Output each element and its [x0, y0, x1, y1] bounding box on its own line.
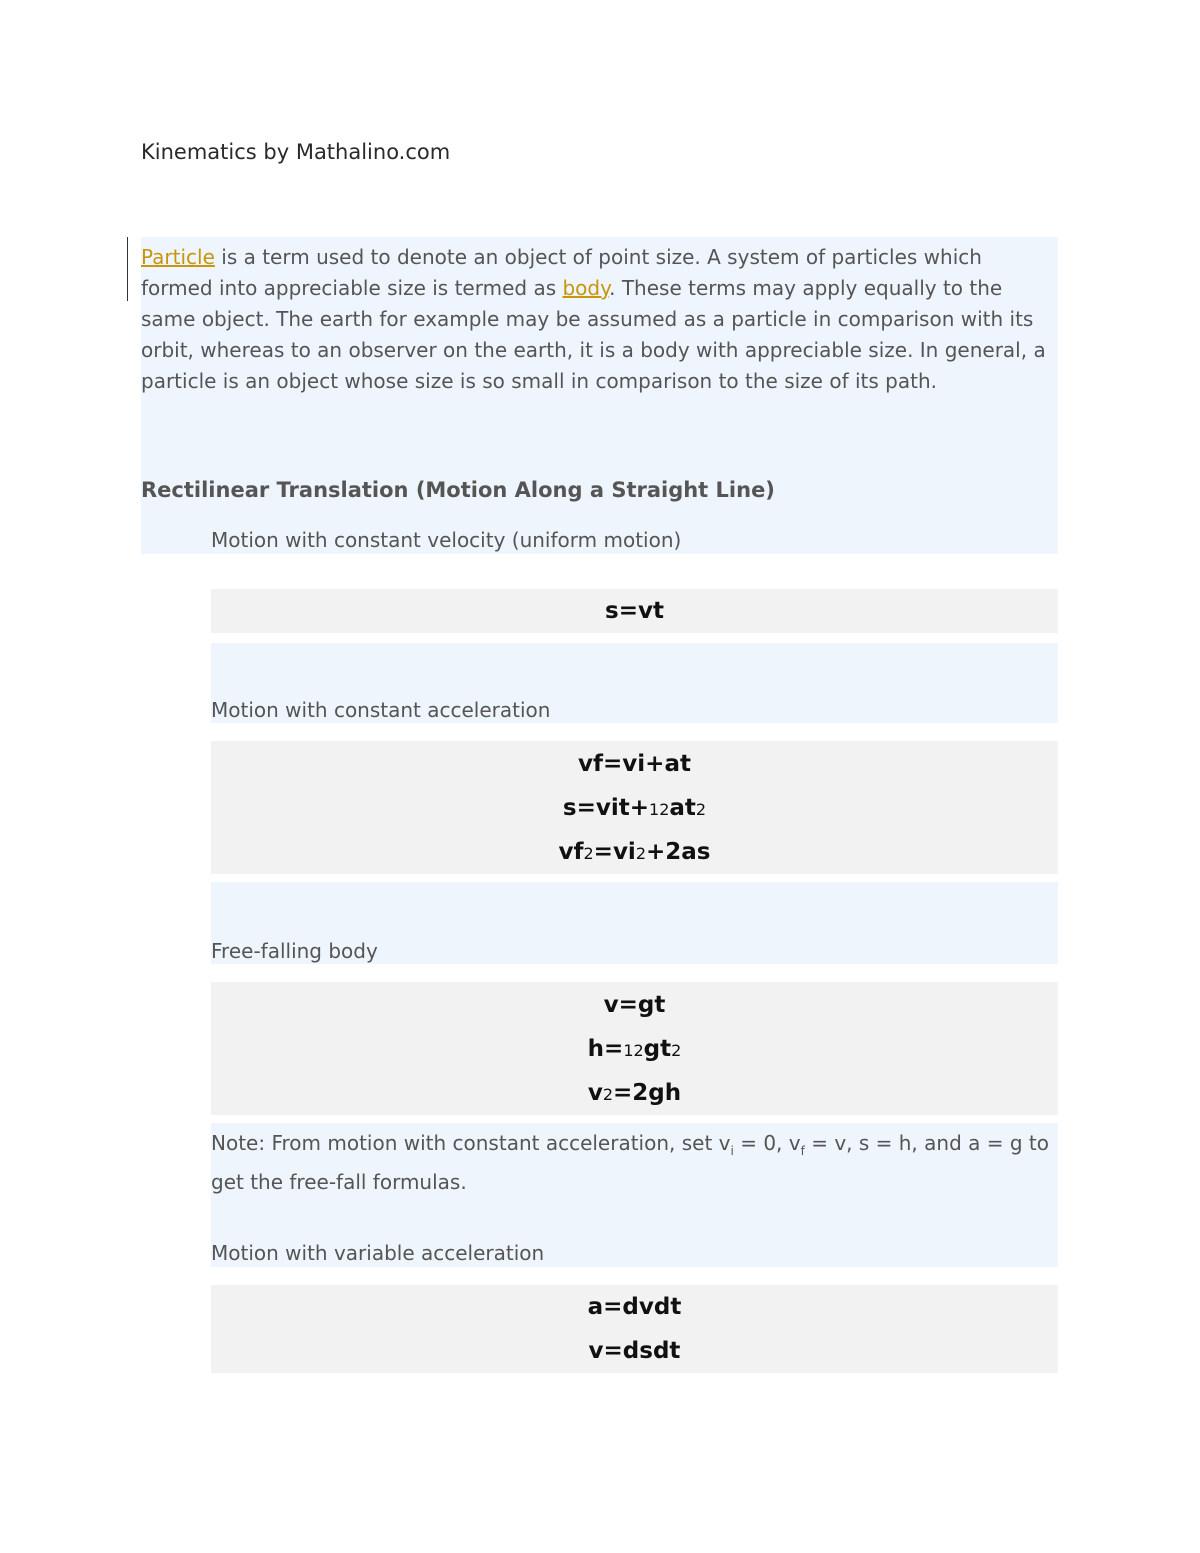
text-cursor: [127, 237, 128, 301]
constant-acc-equation-box: [211, 741, 1058, 874]
equation-vf: vf=vi+at: [578, 750, 691, 777]
section-heading: Rectilinear Translation (Motion Along a Straight Line): [141, 478, 775, 502]
body-link[interactable]: body: [562, 276, 610, 300]
intro-paragraph: [141, 237, 1058, 397]
intro-text-1: is a term used to denote an object of point size. A system of particles which formed into appreciable size is termed as: [141, 245, 982, 300]
equation-v-dsdt: v=dsdt: [588, 1338, 681, 1364]
equation-v-gt: v=gt: [603, 991, 666, 1018]
free-fall-heading: Free-falling body: [211, 939, 378, 963]
intro-text-2: . These terms may apply equally to the same object. The earth for example may be assumed as a particle in comparison with its orbit, whereas to an observer on the earth, it is a body with appreciable size. In general, a particle is an object whose size is so small in comparison to the size of its path.: [141, 276, 1046, 393]
constant-acc-heading: Motion with constant acceleration: [211, 698, 551, 722]
uniform-equation-box: [211, 589, 1058, 633]
free-fall-equation-box: [211, 982, 1058, 1115]
intro-block: [141, 237, 1058, 554]
equation-vf-squared: vf2=vi2+2as: [558, 838, 711, 865]
document-title: Kinematics by Mathalino.com: [141, 140, 451, 164]
free-fall-note: Note: From motion with constant acceleration, set $v_i = 0$, $v_f = v$, s = h, and a = g to get the free-fall formulas.: [211, 1131, 1049, 1194]
variable-acc-equation-box: [211, 1285, 1058, 1373]
uniform-heading: Motion with constant velocity (uniform motion): [211, 528, 682, 552]
equation-s-vt: s=vt: [605, 598, 664, 624]
variable-acc-heading: Motion with variable acceleration: [211, 1241, 545, 1265]
equation-v-squared: v2=2gh: [587, 1079, 682, 1106]
equation-h: h=12gt2: [587, 1035, 682, 1062]
equation-s: s=vit+12at2: [562, 794, 707, 821]
particle-link[interactable]: Particle: [141, 245, 215, 269]
equation-a-dvdt: a=dvdt: [587, 1294, 682, 1320]
